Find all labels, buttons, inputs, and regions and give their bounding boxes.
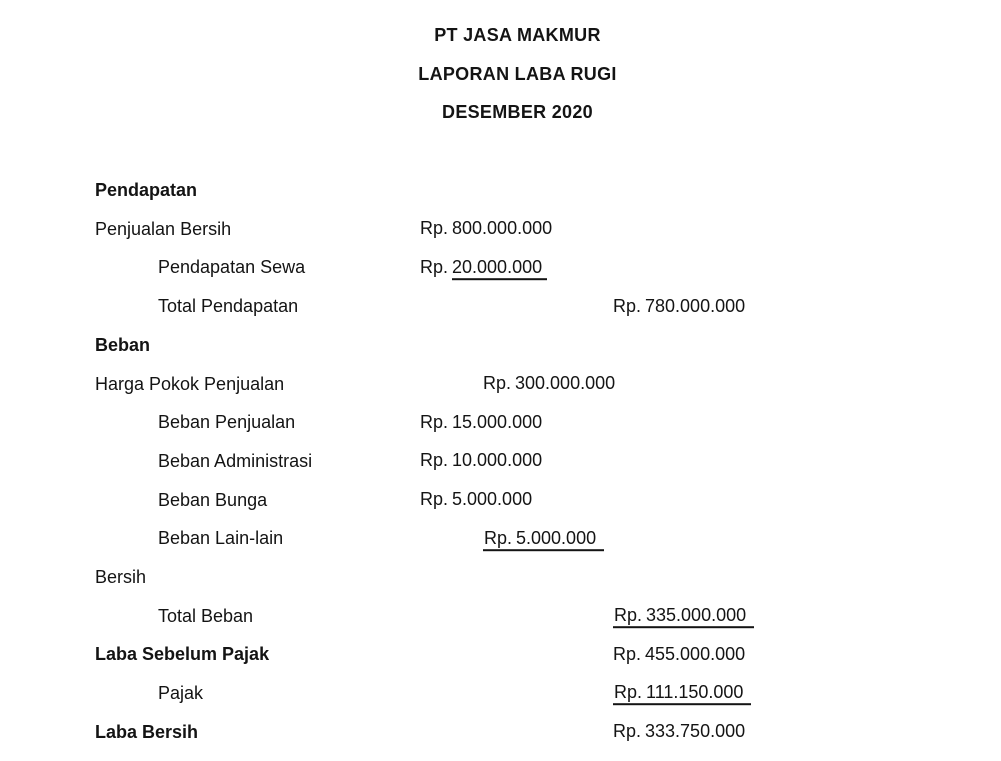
line-row-total-beban	[0, 597, 1001, 636]
row-label: Beban Lain-lain	[158, 528, 284, 549]
currency-prefix: Rp.	[614, 605, 643, 626]
row-amount: Rp. 300.000.000	[483, 373, 616, 394]
row-label: Total Beban	[158, 605, 254, 626]
row-amount: Rp. 455.000.000	[613, 643, 746, 664]
row-amount: Rp. 15.000.000	[420, 411, 543, 432]
row-amount: Rp. 111.150.000	[613, 683, 751, 705]
row-amount: Rp. 20.000.000	[420, 257, 547, 279]
currency-prefix: Rp.	[483, 373, 512, 394]
row-label: Pendapatan Sewa	[158, 257, 306, 278]
row-amount: Rp. 800.000.000	[420, 218, 553, 239]
line-row-penjualan-bersih	[0, 210, 1001, 249]
row-label: Total Pendapatan	[158, 296, 299, 317]
currency-prefix: Rp.	[613, 295, 642, 316]
line-row-beban-bunga	[0, 481, 1001, 520]
line-row-beban-administrasi	[0, 442, 1001, 481]
section-row-beban	[0, 326, 1001, 365]
company-name: PT JASA MAKMUR	[434, 25, 601, 45]
row-label: Laba Sebelum Pajak	[95, 644, 270, 665]
currency-prefix: Rp.	[420, 218, 449, 239]
row-amount: Rp. 5.000.000	[483, 528, 604, 550]
row-amount: Rp. 780.000.000	[613, 295, 746, 316]
currency-prefix: Rp.	[614, 682, 643, 703]
section-label: Pendapatan	[95, 180, 198, 201]
currency-prefix: Rp.	[420, 257, 449, 278]
row-label: Bersih	[95, 566, 147, 587]
line-row-beban-lain-lain	[0, 519, 1001, 558]
currency-prefix: Rp.	[420, 411, 449, 432]
row-label: Beban Penjualan	[158, 412, 296, 433]
row-amount: Rp. 5.000.000	[420, 489, 533, 510]
line-row-pajak	[0, 674, 1001, 713]
row-amount: Rp. 333.750.000	[613, 721, 746, 742]
currency-prefix: Rp.	[420, 489, 449, 510]
row-amount: Rp. 10.000.000	[420, 450, 543, 471]
currency-prefix: Rp.	[484, 527, 513, 548]
currency-prefix: Rp.	[420, 450, 449, 471]
line-row-laba-bersih	[0, 713, 1001, 752]
row-label: Beban Administrasi	[158, 450, 313, 471]
currency-prefix: Rp.	[613, 643, 642, 664]
line-row-harga-pokok-penjualan	[0, 365, 1001, 404]
row-label: Pajak	[158, 683, 204, 704]
line-row-bersih	[0, 558, 1001, 597]
section-row-pendapatan	[0, 171, 1001, 210]
line-row-pendapatan-sewa	[0, 248, 1001, 287]
report-header	[95, 0, 940, 132]
currency-prefix: Rp.	[613, 721, 642, 742]
report-body	[0, 171, 1001, 751]
line-row-beban-penjualan	[0, 403, 1001, 442]
line-row-laba-sebelum-pajak	[0, 635, 1001, 674]
report-period: DESEMBER 2020	[442, 102, 593, 123]
section-label: Beban	[95, 334, 151, 355]
row-label: Harga Pokok Penjualan	[95, 373, 285, 394]
row-label: Laba Bersih	[95, 721, 199, 742]
row-label: Penjualan Bersih	[95, 218, 232, 239]
report-title: LAPORAN LABA RUGI	[418, 63, 617, 84]
line-row-total-pendapatan	[0, 287, 1001, 326]
row-label: Beban Bunga	[158, 489, 268, 510]
row-amount: Rp. 335.000.000	[613, 605, 754, 627]
